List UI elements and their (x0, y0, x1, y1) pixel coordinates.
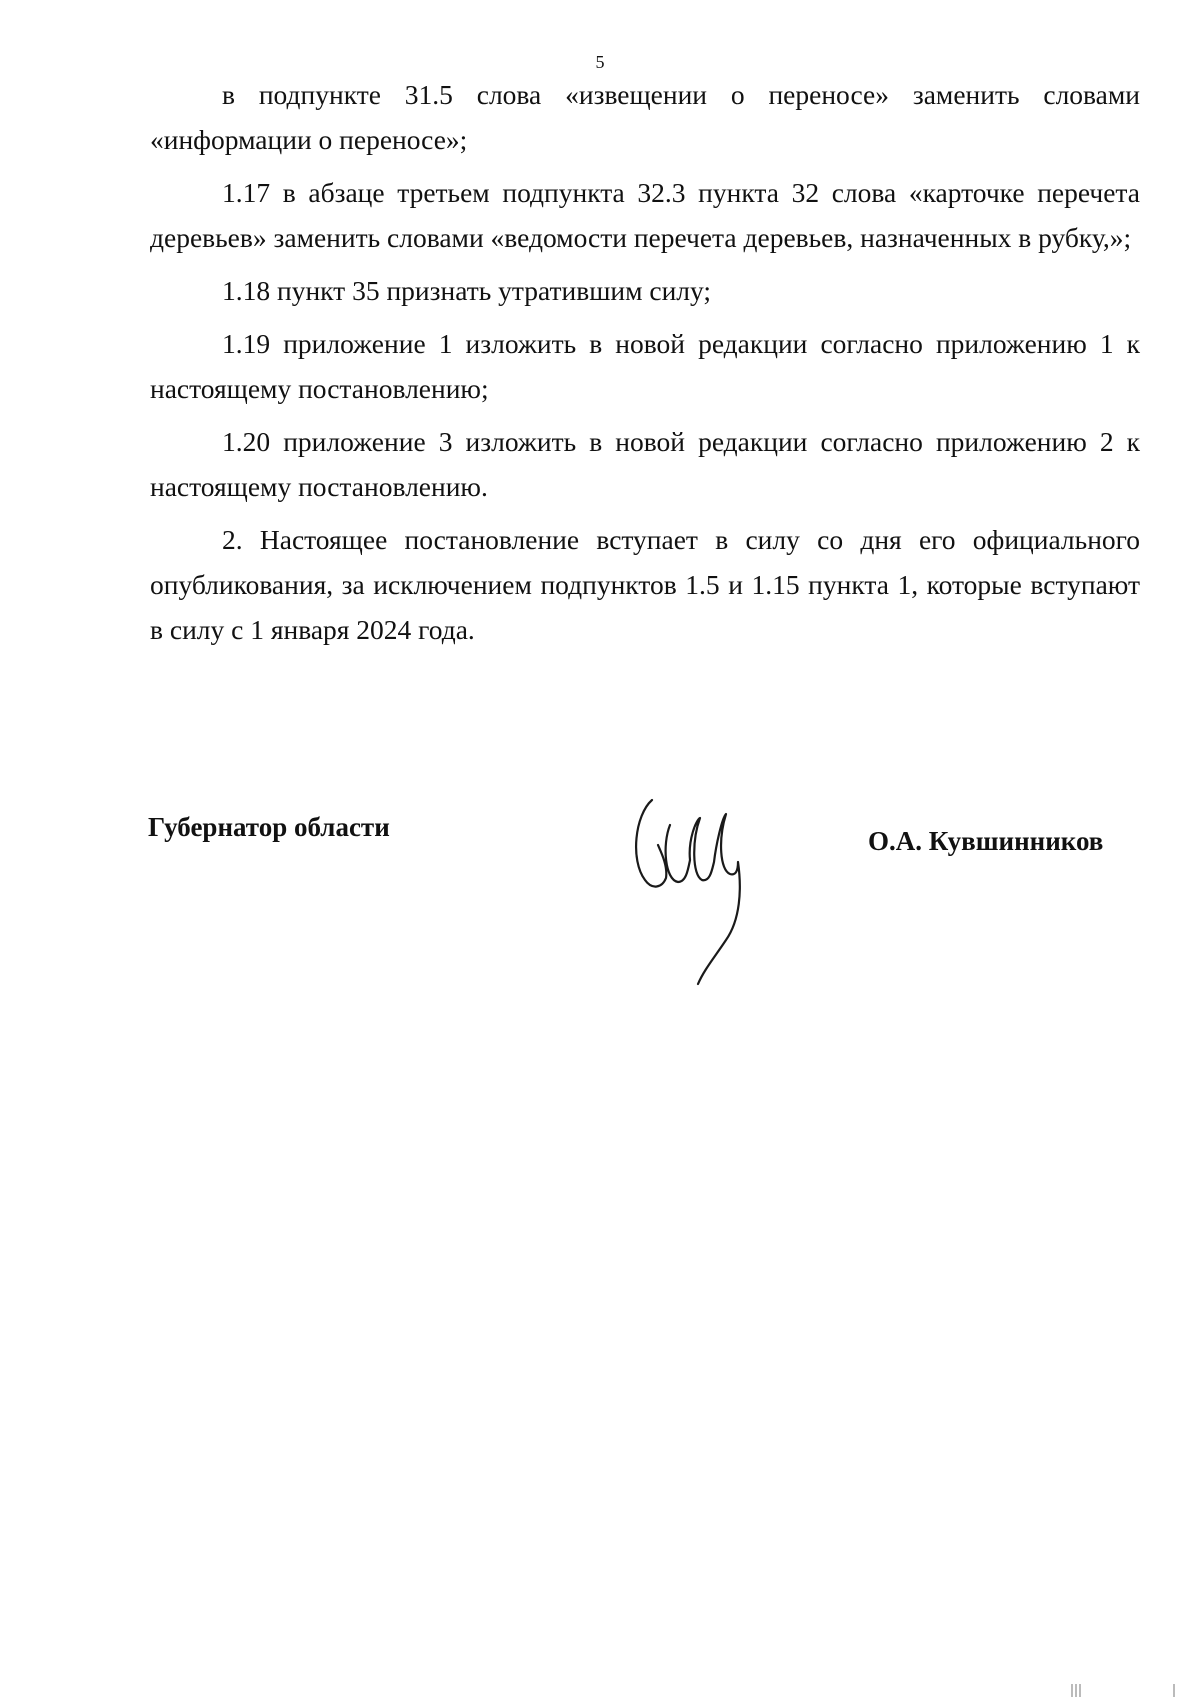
paragraph-1-18: 1.18 пункт 35 признать утратившим силу; (222, 275, 712, 306)
signature-block (0, 790, 1200, 990)
paragraph-1-20: 1.20 приложение 3 изложить в новой редакции согласно приложению 2 к настоящему постановлению. (150, 426, 1140, 502)
paragraph-31-5: в подпункте 31.5 слова «извещении о переносе» заменить словами «информации о переносе»; (150, 79, 1140, 155)
paragraph-2: 2. Настоящее постановление вступает в силу со дня его официального опубликования, за исключением подпунктов 1.5 и 1.15 пункта 1, которые вступают в силу с 1 января 2024 года. (150, 524, 1140, 645)
signatory-name: О.А. Кувшинников (868, 826, 1104, 856)
document-body (150, 72, 1140, 660)
page-number: 5 (595, 52, 605, 72)
scan-artifact-marks (1062, 1680, 1182, 1697)
paragraph-1-17: 1.17 в абзаце третьем подпункта 32.3 пункта 32 слова «карточке перечета деревьев» заменить словами «ведомости перечета деревьев, назначенных в рубку,»; (150, 177, 1140, 253)
signatory-position: Губернатор области (148, 812, 390, 842)
handwritten-signature (630, 790, 760, 990)
paragraph-1-19: 1.19 приложение 1 изложить в новой редакции согласно приложению 1 к настоящему постановлению; (150, 328, 1140, 404)
